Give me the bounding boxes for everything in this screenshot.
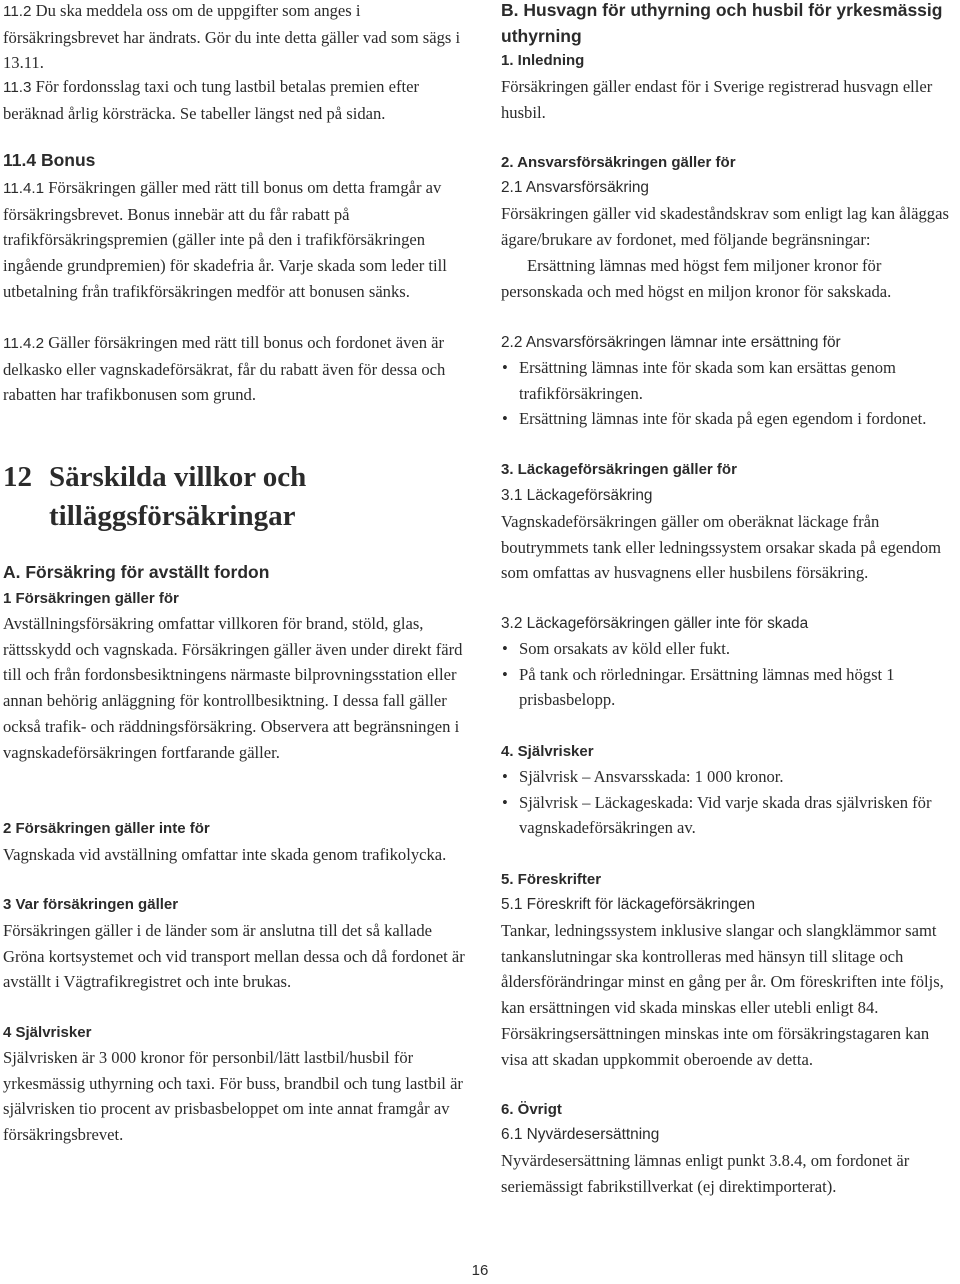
- clause-number: 11.4.1: [3, 180, 45, 197]
- section-12-title: [3, 458, 469, 536]
- list-item: [501, 790, 957, 841]
- clause-11-3: [3, 74, 465, 126]
- clause-text: Du ska meddela oss om de uppgifter som anges i försäkringsbrevet har ändrats. Gör du inte detta gäller vad som sägs i 13.11.: [3, 1, 461, 73]
- bullet-icon: •: [502, 639, 508, 658]
- clause-11-4-2: [3, 330, 465, 408]
- left-column: [3, 0, 465, 1145]
- paragraph-a1: Avställningsförsäkring omfattar villkoren för brand, stöld, glas, rättsskydd och vagnskada. Försäkringen gäller även under direkt färd till och från fordonsbesiktningens närmaste bilprovningsstation eller annan behörig anläggning för kontrollbesiktning. I dessa fall gäller också trafik- och räddningsförsäkring. Observera att begränsningen i vagnskadeförsäkringen fortfarande gäller.: [3, 614, 463, 762]
- bullet-icon: •: [502, 409, 508, 429]
- subheading-b3-2: 3.2 Läckageförsäkringen gäller inte för skada: [501, 615, 809, 632]
- subheading-b3-1: 3.1 Läckageförsäkring: [501, 487, 653, 504]
- heading-a3: 3 Var försäkringen gäller: [3, 896, 179, 913]
- clause-number: 11.4.2: [3, 335, 45, 352]
- list-b3-2: [501, 636, 957, 713]
- heading-11-4-bonus: 11.4 Bonus: [3, 150, 96, 170]
- section-title-text: Särskilda villkor och tilläggsförsäkringar: [49, 461, 307, 532]
- clause-text: Försäkringen gäller med rätt till bonus om detta framgår av försäkringsbrevet. Bonus innebär att du får rabatt på trafikförsäkringspremien (gäller inte på den i trafikförsäkringen ingående grundpremien) för skadefria år. Varje skada som leder till utbetalning från trafikförsäkringen medför att bonusen sänks.: [3, 178, 447, 301]
- page-number: 16: [471, 1262, 489, 1279]
- clause-11-4-1: [3, 175, 465, 305]
- bullet-icon: •: [502, 664, 508, 684]
- subheading-b5-1: 5.1 Föreskrift för läckageförsäkringen: [501, 896, 756, 913]
- heading-b2: 2. Ansvarsförsäkringen gäller för: [501, 154, 736, 171]
- paragraph-b5-1: Tankar, ledningssystem inklusive slangar och slangklämmor samt tankanslutningar ska kontrolleras med hänsyn till slitage och åldersförändringar minst en gång per år. Om föreskriften inte följs, kan ersättningen vid skada minskas eller utebli enligt 84. Försäkringsersättningen minskas inte om försäkringstagaren kan visa att skadan uppkommit oberoende av detta.: [501, 921, 944, 1069]
- section-number: 12: [3, 461, 32, 493]
- paragraph-a4: Självrisken är 3 000 kronor för personbil/lätt lastbil/husbil för yrkesmässig uthyrning och taxi. För buss, brandbil och tung lastbil är självrisken tio procent av prisbasbeloppet om inte annat framgår av försäkringsbrevet.: [3, 1048, 463, 1145]
- paragraph-b6-1: Nyvärdesersättning lämnas enligt punkt 3.8.4, om fordonet är seriemässigt fabrikstillverkat (ej direktimporterat).: [501, 1151, 910, 1196]
- heading-a2: 2 Försäkringen gäller inte för: [3, 820, 210, 837]
- heading-b3: 3. Läckageförsäkringen gäller för: [501, 461, 737, 478]
- heading-b4: 4. Självrisker: [501, 743, 594, 760]
- list-item: [501, 764, 957, 790]
- list-b2-2: [501, 355, 957, 432]
- paragraph-a2: Vagnskada vid avställning omfattar inte skada genom trafikolycka.: [3, 845, 447, 864]
- list-item-text: Ersättning lämnas inte för skada på egen egendom i fordonet.: [519, 409, 927, 429]
- heading-a4: 4 Självrisker: [3, 1024, 92, 1041]
- list-item-text: Självrisk – Ansvarsskada: 1 000 kronor.: [519, 767, 784, 786]
- heading-b1: 1. Inledning: [501, 52, 585, 69]
- clause-number: 11.2: [3, 3, 32, 20]
- paragraph-a3: Försäkringen gäller i de länder som är anslutna till det så kallade Gröna kortsystemet och vid transport mellan dessa och då fordonet är avställt i Vägtrafikregistret och inte brukas.: [3, 921, 465, 992]
- list-b4: [501, 764, 957, 841]
- heading-a-avstallt-fordon: A. Försäkring för avställt fordon: [3, 562, 270, 582]
- heading-b-husvagn: B. Husvagn för uthyrning och husbil för yrkesmässig uthyrning: [501, 0, 943, 46]
- subheading-b6-1: 6.1 Nyvärdesersättning: [501, 1126, 660, 1143]
- list-item: [501, 355, 957, 406]
- clause-text: Gäller försäkringen med rätt till bonus och fordonet även är delkasko eller vagnskadeförsäkrat, får du rabatt även för dessa och rabatten har trafikbonusen som grund.: [3, 333, 446, 405]
- paragraph-b2-1a: Försäkringen gäller vid skadeståndskrav som enligt lag kan åläggas ägare/brukare av fordonet, med följande begränsningar:: [501, 204, 949, 249]
- bullet-icon: •: [502, 792, 508, 812]
- bullet-icon: •: [502, 767, 508, 786]
- paragraph-b2-1b: Ersättning lämnas med högst fem miljoner kronor för personskada och med högst en miljon kronor för sakskada.: [501, 256, 892, 301]
- list-item: [501, 662, 957, 713]
- bullet-icon: •: [502, 358, 508, 377]
- heading-b5: 5. Föreskrifter: [501, 871, 602, 888]
- list-item-text: Ersättning lämnas inte för skada som kan ersättas genom trafikförsäkringen.: [519, 358, 896, 403]
- list-item: [501, 636, 957, 662]
- heading-a1: 1 Försäkringen gäller för: [3, 590, 179, 607]
- paragraph-b3-1: Vagnskadeförsäkringen gäller om oberäknat läckage från boutrymmets tank eller ledningssystem orsakar skada på egendom som omfattas av husvagnens eller husbilens försäkring.: [501, 512, 942, 583]
- clause-text: För fordonsslag taxi och tung lastbil betalas premien efter beräknad årlig körsträcka. Se tabeller längst ned på sidan.: [3, 77, 419, 123]
- heading-b6: 6. Övrigt: [501, 1101, 562, 1118]
- list-item: [501, 406, 957, 432]
- subheading-b2-1: 2.1 Ansvarsförsäkring: [501, 179, 649, 196]
- clause-number: 11.3: [3, 79, 32, 96]
- clause-11-2: [3, 0, 465, 76]
- subheading-b2-2: 2.2 Ansvarsförsäkringen lämnar inte ersättning för: [501, 334, 841, 351]
- list-item-text: På tank och rörledningar. Ersättning lämnas med högst 1 prisbasbelopp.: [519, 664, 895, 710]
- list-item-text: Som orsakats av köld eller fukt.: [519, 639, 731, 658]
- list-item-text: Självrisk – Läckageskada: Vid varje skada dras självrisken för vagnskadeförsäkringen av.: [519, 792, 932, 838]
- paragraph-b1: Försäkringen gäller endast för i Sverige registrerad husvagn eller husbil.: [501, 77, 933, 122]
